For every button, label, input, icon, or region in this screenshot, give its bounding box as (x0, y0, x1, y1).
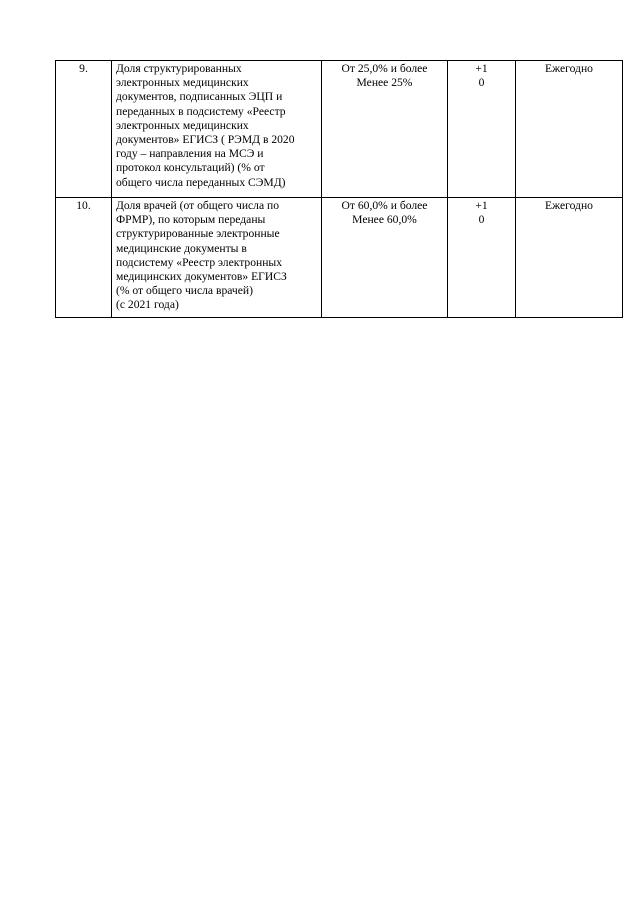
score-value: +1 (475, 199, 488, 212)
period-value: Ежегодно (545, 62, 593, 75)
indicator-name-line: электронных медицинских (116, 76, 249, 90)
indicator-name-line: ФРМР), по которым переданы (116, 213, 266, 227)
criteria-line: От 60,0% и более (341, 199, 428, 212)
indicator-name-line: подсистему «Реестр электронных (116, 255, 283, 269)
indicators-table (55, 60, 623, 318)
row-number: 10. (76, 199, 91, 212)
indicator-name-line: структурированные электронные (116, 227, 280, 241)
criteria-cell (322, 198, 448, 318)
indicator-name-line: (% от общего числа врачей) (116, 284, 253, 298)
indicator-name-line: документов» ЕГИСЗ ( РЭМД в 2020 (116, 133, 295, 147)
indicator-name-line: (с 2021 года) (116, 298, 179, 312)
indicator-name-line: общего числа переданных СЭМД) (116, 175, 286, 189)
score-value: 0 (478, 76, 485, 90)
score-value: 0 (478, 213, 485, 227)
score-cell (448, 61, 516, 198)
indicator-name-line: протокол консультаций) (% от (116, 161, 265, 175)
indicator-name-line: электронных медицинских (116, 118, 249, 132)
criteria-line: Менее 60,0% (352, 213, 417, 227)
score-cell (448, 198, 516, 318)
period-value: Ежегодно (545, 199, 593, 212)
score-value: +1 (475, 62, 488, 75)
indicator-name-line: году – направления на МСЭ и (116, 147, 264, 161)
row-number-cell (56, 198, 112, 318)
indicator-name-line: Доля врачей (от общего числа по (116, 199, 280, 212)
period-cell (516, 198, 623, 318)
indicator-name-cell (112, 61, 322, 198)
table-row (56, 198, 623, 318)
indicator-name-line: документов, подписанных ЭЦП и (116, 90, 283, 104)
criteria-line: От 25,0% и более (341, 62, 428, 75)
criteria-line: Менее 25% (356, 76, 413, 90)
criteria-cell (322, 61, 448, 198)
indicator-name-line: переданных в подсистему «Реестр (116, 104, 286, 118)
indicator-name-line: Доля структурированных (116, 62, 242, 75)
table-row (56, 61, 623, 198)
indicator-name-line: медицинских документов» ЕГИСЗ (116, 270, 287, 284)
indicator-name-cell (112, 198, 322, 318)
period-cell (516, 61, 623, 198)
row-number: 9. (79, 62, 88, 75)
indicator-name-line: медицинские документы в (116, 241, 247, 255)
row-number-cell (56, 61, 112, 198)
